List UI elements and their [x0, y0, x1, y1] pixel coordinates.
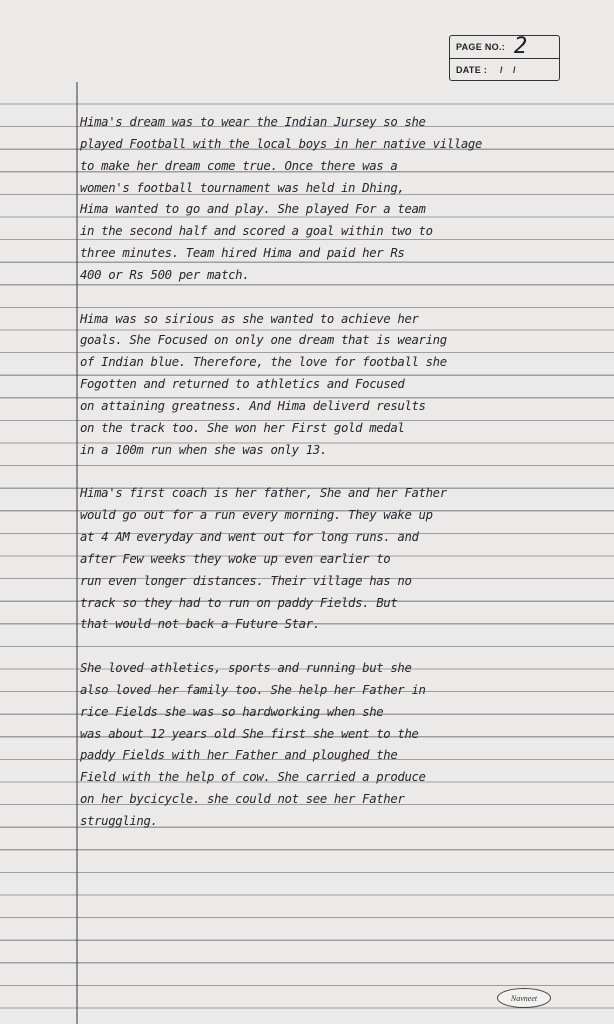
date-label: DATE :	[456, 65, 488, 75]
text-line: She loved athletics, sports and running but she	[80, 661, 412, 676]
text-line: rice Fields she was so hardworking when she	[80, 704, 384, 719]
text-line: on her bycicycle. she could not see her Father	[80, 792, 405, 807]
text-line: would go out for a run every morning. They wake up	[80, 508, 433, 523]
handwritten-text	[80, 112, 610, 833]
text-line: on attaining greatness. And Hima deliverd results	[80, 398, 426, 413]
text-line: at 4 AM everyday and went out for long runs. and	[80, 530, 419, 545]
paragraph-gap	[80, 287, 610, 309]
paragraph	[80, 112, 610, 287]
paragraph	[80, 483, 610, 636]
text-line: Hima was so sirious as she wanted to achieve her	[80, 311, 419, 326]
page-number-label: PAGE NO.:	[456, 42, 506, 52]
text-line: after Few weeks they woke up even earlier to	[80, 551, 391, 566]
date-value: / /	[500, 65, 520, 75]
page-number-value: 2	[514, 34, 528, 59]
paragraph	[80, 658, 610, 833]
text-line: run even longer distances. Their village has no	[80, 573, 412, 588]
text-line: of Indian blue. Therefore, the love for football she	[80, 355, 447, 370]
text-line: on the track too. She won her First gold medal	[80, 420, 405, 435]
text-line: struggling.	[80, 814, 158, 828]
text-line: to make her dream come true. Once there was a	[80, 158, 398, 173]
text-line: Hima's dream was to wear the Indian Jursey so she	[80, 115, 426, 129]
text-line: 400 or Rs 500 per match.	[80, 267, 250, 282]
text-line: track so they had to run on paddy Fields. But	[80, 595, 398, 610]
margin-line	[76, 82, 78, 1024]
text-line: paddy Fields with her Father and ploughed the	[80, 748, 398, 763]
date-row	[450, 58, 559, 81]
page-header-box	[449, 35, 560, 81]
page-number-row	[450, 36, 559, 58]
text-line: also loved her family too. She help her Father in	[80, 682, 426, 697]
brand-logo-stamp	[497, 988, 551, 1008]
text-line: Hima wanted to go and play. She played For a team	[80, 202, 426, 217]
text-line: goals. She Focused on only one dream that is wearing	[80, 333, 447, 348]
text-line: was about 12 years old She first she went to the	[80, 726, 419, 741]
paragraph-gap	[80, 636, 610, 658]
text-line: that would not back a Future Star.	[80, 617, 320, 632]
text-line: three minutes. Team hired Hima and paid her Rs	[80, 246, 405, 261]
text-line: played Football with the local boys in her native village	[80, 136, 483, 151]
paragraph-gap	[80, 462, 610, 484]
text-line: Hima's first coach is her father, She and her Father	[80, 486, 447, 501]
text-line: in a 100m run when she was only 13.	[80, 442, 327, 457]
text-line: women's football tournament was held in Dhing,	[80, 180, 405, 195]
paragraph	[80, 309, 610, 462]
text-line: Field with the help of cow. She carried a produce	[80, 770, 426, 785]
brand-logo-text: Navneet	[510, 993, 538, 1003]
text-line: in the second half and scored a goal within two to	[80, 224, 433, 239]
text-line: Fogotten and returned to athletics and Focused	[80, 377, 405, 392]
